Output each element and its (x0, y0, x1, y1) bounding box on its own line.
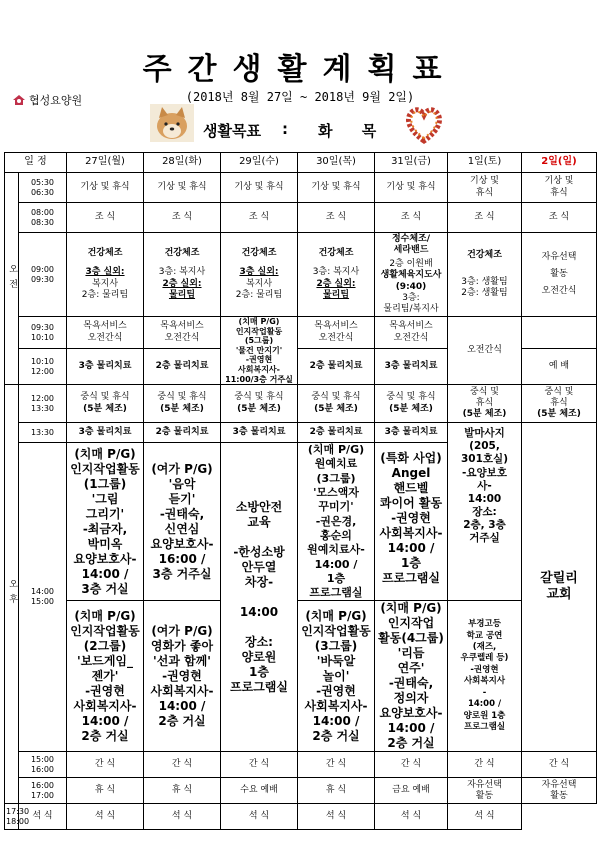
period: (2018년 8월 27일 ~ 2018년 9월 2일) (185, 90, 415, 104)
cell: 조 식 (221, 203, 298, 233)
cell: 3층 물리치료 (221, 423, 298, 443)
am-label: 오전 (5, 173, 19, 385)
header-day-tue: 28일(화) (144, 153, 221, 173)
header-day-wed: 29일(수) (221, 153, 298, 173)
cell: 건강체조 3층 실외: 복지사 2층: 물리팀 (221, 233, 298, 317)
cell: 석 식 (221, 804, 298, 830)
row-0530 (5, 173, 597, 203)
cell: 휴 식 (298, 778, 375, 804)
cell: 3층 물리치료 (67, 423, 144, 443)
time-cell: 14:00 15:00 (19, 443, 67, 752)
cell: 건강체조 3층: 복지사 2층 실외: 물리팀 (144, 233, 221, 317)
cell: (치매 P/G) 인지작업활동 (1그룹) '그림 그리기' -최금자, 박미옥 요양보호사- 14:00 / 3층 거실 (67, 443, 144, 601)
time-cell: 05:30 06:30 (19, 173, 67, 203)
row-0900 (5, 233, 597, 317)
time-cell: 09:30 10:10 (19, 317, 67, 349)
cell: 조 식 (522, 203, 597, 233)
cell: 건강체조 3층 실외: 복지사 2층: 물리팀 (67, 233, 144, 317)
cell: 중식 및 휴식 (5분 체조) (522, 385, 597, 423)
cell: 건강체조 3층: 복지사 2층 실외: 물리팀 (298, 233, 375, 317)
cell: 간 식 (522, 752, 597, 778)
dog-icon (150, 104, 194, 142)
cell: 목욕서비스 오전간식 (144, 317, 221, 349)
cell: 자유선택 활동 오전간식 (522, 233, 597, 317)
cell: (특화 사업) Angel 핸드벨 콰이어 활동 -권영현 사회복지사- 14:00 / 1층 프로그램실 (375, 443, 448, 601)
cell: 간 식 (144, 752, 221, 778)
cell: 중식 및 휴식 (5분 체조) (221, 385, 298, 423)
cell: (치매 P/G) 인지작업 활동(4그룹) '리듬 연주' -권태숙, 정의자 요양보호사- 14:00 / 2층 거실 (375, 601, 448, 752)
cell: (치매 P/G) 원예치료 (3그룹) '모스액자 꾸미기' -권은경, 홍순의 원예치료사- 14:00 / 1층 프로그램실 (298, 443, 375, 601)
cell: 기상 및 휴식 (67, 173, 144, 203)
cell: 간 식 (221, 752, 298, 778)
cell: 중식 및 휴식 (5분 체조) (144, 385, 221, 423)
cell: 부경고등 학교 공연 (재즈, 우쿠렐레 등) -권영현 사회복지사 - 14:00 / 양로원 1층 프로그램실 (448, 601, 522, 752)
cell: 기상 및 휴식 (298, 173, 375, 203)
cell: 소방안전 교육 -한성소방 안두열 차장- 14:00 장소: 양로원 1층 프로그램실 (221, 443, 298, 752)
header-row (5, 153, 597, 173)
time-cell: 16:00 17:00 (19, 778, 67, 804)
cell (522, 317, 597, 349)
cell: 석 식 (298, 804, 375, 830)
cell: (치매 P/G) 인지작업활동 (5그룹) '물건 만지기' -권영현 사회복지사- 11:00/3층 거주실 (221, 317, 298, 385)
row-1730 (5, 804, 597, 830)
cell: 조 식 (448, 203, 522, 233)
row-1600 (5, 778, 597, 804)
cell: (여가 P/G) 영화가 좋아 '선과 함께' -권영현 사회복지사- 14:00 / 2층 거실 (144, 601, 221, 752)
cell: 석 식 (67, 804, 144, 830)
cell: 조 식 (298, 203, 375, 233)
cell: 석 식 (448, 804, 522, 830)
time-cell: 17:30 18:00 (5, 804, 19, 830)
cell: 석 식 (19, 804, 67, 830)
org-name-text: 협성요양원 (29, 94, 83, 107)
row-1330 (5, 423, 597, 443)
cell: 중식 및 휴식 (5분 체조) (67, 385, 144, 423)
cell: 기상 및 휴식 (522, 173, 597, 203)
cell: 오전간식 (448, 317, 522, 385)
cell: 휴 식 (144, 778, 221, 804)
cell: 건강체조 3층: 생활팀 2층: 생활팀 (448, 233, 522, 317)
time-cell: 15:00 16:00 (19, 752, 67, 778)
cell: 간 식 (298, 752, 375, 778)
cell: 휴 식 (67, 778, 144, 804)
heart-wreath-icon (403, 103, 445, 145)
cell: 중식 및 휴식 (5분 체조) (375, 385, 448, 423)
cell: 기상 및 휴식 (221, 173, 298, 203)
header-day-thu: 30일(목) (298, 153, 375, 173)
cell: 예 배 (522, 349, 597, 385)
cell: 2층 물리치료 (298, 349, 375, 385)
time-cell: 12:00 13:30 (19, 385, 67, 423)
cell: 갈릴리 교회 (522, 423, 597, 752)
cell: 기상 및 휴식 (448, 173, 522, 203)
time-cell: 09:00 09:30 (19, 233, 67, 317)
cell: 기상 및 휴식 (375, 173, 448, 203)
page-title: 주간생활계획표 (142, 52, 458, 87)
time-cell: 08:00 08:30 (19, 203, 67, 233)
cell: 간 식 (448, 752, 522, 778)
goal-label: 생활목표 (203, 122, 261, 140)
cell: 2층 물리치료 (144, 423, 221, 443)
cell: 3층 물리치료 (375, 349, 448, 385)
row-1400-b (5, 601, 597, 752)
cell: 2층 물리치료 (298, 423, 375, 443)
cell: 2층 물리치료 (144, 349, 221, 385)
cell: 중식 및 휴식 (5분 체조) (298, 385, 375, 423)
cell: 조 식 (144, 203, 221, 233)
cell: 발마사지 (205, 301호실) -요양보호 사- 14:00 장소: 2층, 3층 거주실 (448, 423, 522, 601)
time-cell: 10:10 12:00 (19, 349, 67, 385)
cell: 조 식 (67, 203, 144, 233)
cell: 목욕서비스 오전간식 (298, 317, 375, 349)
cell: 정수체조/ 세라밴드 2층 이원배 생활체육지도사 (9:40) 3층: 물리팀/복지사 (375, 233, 448, 317)
time-cell: 13:30 (19, 423, 67, 443)
cell: 금요 예배 (375, 778, 448, 804)
cell: 수요 예배 (221, 778, 298, 804)
row-0800 (5, 203, 597, 233)
cell: 자유선택 활동 (448, 778, 522, 804)
header-day-mon: 27일(월) (67, 153, 144, 173)
cell: 3층 물리치료 (67, 349, 144, 385)
header-day-sun: 2일(일) (522, 153, 597, 173)
header-day-sat: 1일(토) (448, 153, 522, 173)
cell: 기상 및 휴식 (144, 173, 221, 203)
cell: (치매 P/G) 인지작업활동 (3그룹) '바둑알 놀이' -권영현 사회복지사- 14:00 / 2층 거실 (298, 601, 375, 752)
cell: 조 식 (375, 203, 448, 233)
row-1500 (5, 752, 597, 778)
cell: 석 식 (375, 804, 448, 830)
cell: 간 식 (375, 752, 448, 778)
cell: 목욕서비스 오전간식 (67, 317, 144, 349)
weekly-schedule-table (4, 152, 597, 830)
cell: 중식 및 휴식 (5분 체조) (448, 385, 522, 423)
goal-separator: : (282, 120, 288, 138)
cell: (여가 P/G) '음악 듣기' -권태숙, 신연심 요양보호사- 16:00 / 3층 거주실 (144, 443, 221, 601)
cell: 석 식 (144, 804, 221, 830)
pm-label: 오후 (5, 385, 19, 804)
cell: 3층 물리치료 (375, 423, 448, 443)
header-schedule-label: 일 정 (5, 153, 67, 173)
goal-value: 화 목 (318, 122, 389, 140)
header-day-fri: 31일(금) (375, 153, 448, 173)
row-0930 (5, 317, 597, 349)
cell: 간 식 (67, 752, 144, 778)
cell: 자유선택 활동 (522, 778, 597, 804)
cell: 목욕서비스 오전간식 (375, 317, 448, 349)
cell: (치매 P/G) 인지작업활동 (2그룹) '보드게임_ 젠가' -권영현 사회복지사- 14:00 / 2층 거실 (67, 601, 144, 752)
row-1200 (5, 385, 597, 423)
